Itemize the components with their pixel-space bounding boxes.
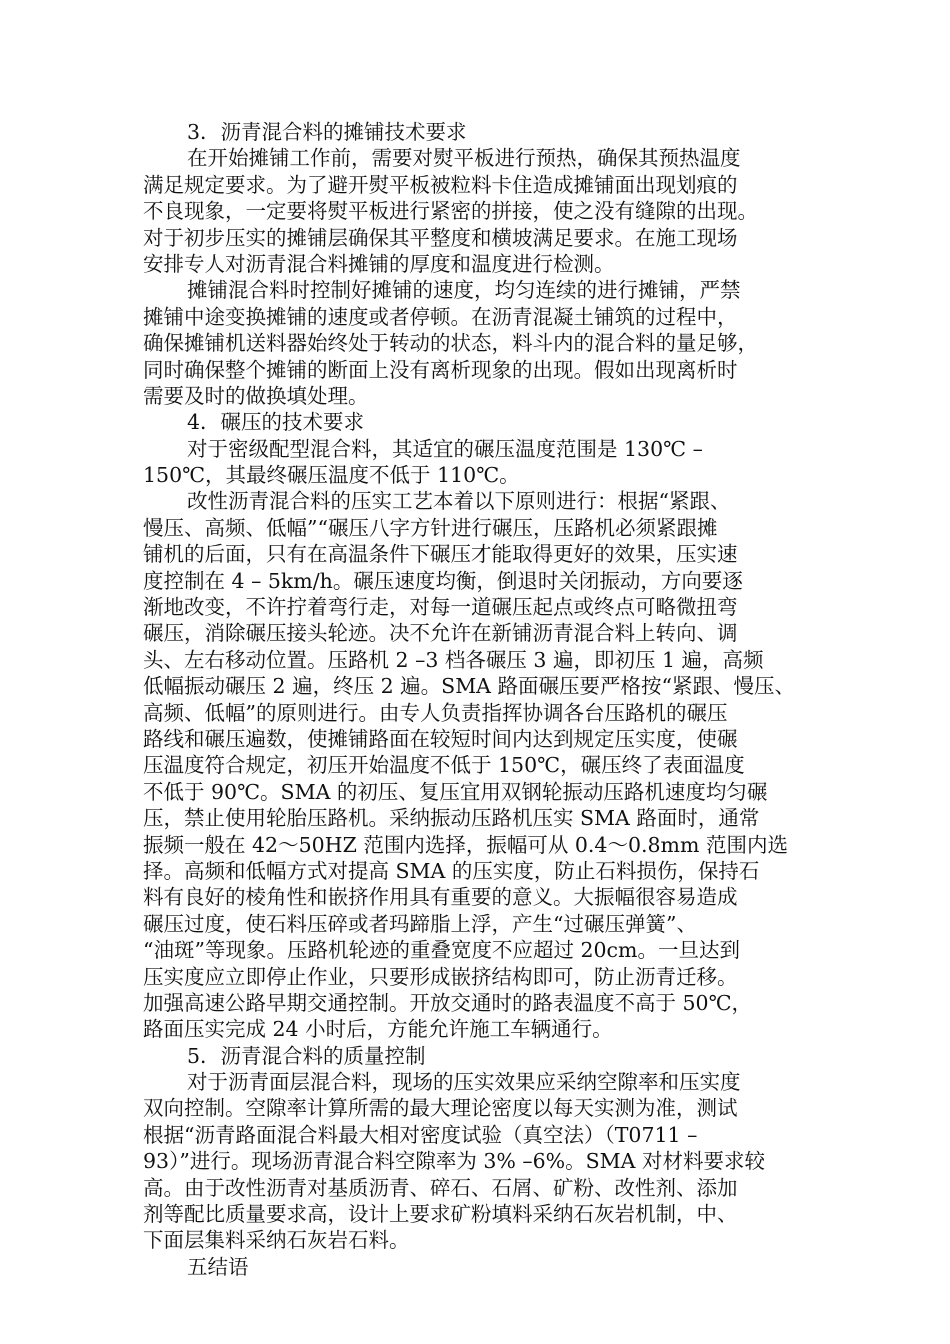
text-line: 93）”进行。现场沥青混合料空隙率为 3% –6%。SMA 对材料要求较 [143,1149,765,1174]
text-line: 确保摊铺机送料器始终处于转动的状态，料斗内的混合料的量足够， [143,331,758,356]
text-line: 对于沥青面层混合料，现场的压实效果应采纳空隙率和压实度 [187,1070,741,1095]
text-line: 路线和碾压遍数，使摊铺路面在较短时间内达到规定压实度，使碾 [143,726,738,751]
text-line: 5．沥青混合料的质量控制 [187,1043,426,1068]
text-line: 择。高频和低幅方式对提高 SMA 的压实度，防止石料损伤，保持石 [143,858,760,883]
text-line: 需要及时的做换填处理。 [143,383,369,408]
text-line: 下面层集料采纳石灰岩石料。 [143,1228,410,1253]
text-line: “油斑”等现象。压路机轮迹的重叠宽度不应超过 20cm。一旦达到 [143,938,740,963]
document-body [143,119,815,1280]
text-line: 振频一般在 42～50HZ 范围内选择，振幅可从 0.4～0.8mm 范围内选 [143,832,788,857]
text-line: 路面压实完成 24 小时后，方能允许施工车辆通行。 [143,1017,613,1042]
text-line: 料有良好的棱角性和嵌挤作用具有重要的意义。大振幅很容易造成 [143,885,738,910]
text-line: 不低于 90℃。SMA 的初压、复压宜用双钢轮振动压路机速度均匀碾 [143,779,768,804]
text-line: 慢压、高频、低幅”“碾压八字方针进行碾压，压路机必须紧跟摊 [143,515,718,540]
text-line: 剂等配比质量要求高，设计上要求矿粉填料采纳石灰岩机制，中、 [143,1202,738,1227]
text-line: 对于密级配型混合料，其适宜的碾压温度范围是 130℃ – [187,436,703,461]
text-line: 碾压，消除碾压接头轮迹。决不允许在新铺沥青混合料上转向、调 [143,621,738,646]
text-line: 改性沥青混合料的压实工艺本着以下原则进行：根据“紧跟、 [187,489,731,514]
text-line: 头、左右移动位置。压路机 2 –3 档各碾压 3 遍，即初压 1 遍，高频 [143,647,764,672]
text-line: 高频、低幅”的原则进行。由专人负责指挥协调各台压路机的碾压 [143,700,728,725]
text-line: 五结语 [187,1254,249,1279]
text-line: 满足规定要求。为了避开熨平板被粒料卡住造成摊铺面出现划痕的 [143,172,738,197]
text-line: 压实度应立即停止作业，只要形成嵌挤结构即可，防止沥青迁移。 [143,964,738,989]
text-line: 压，禁止使用轮胎压路机。采纳振动压路机压实 SMA 路面时，通常 [143,806,760,831]
text-line: 双向控制。空隙率计算所需的最大理论密度以每天实测为准，测试 [143,1096,738,1121]
text-line: 不良现象，一定要将熨平板进行紧密的拼接，使之没有缝隙的出现。 [143,199,758,224]
text-line: 碾压过度，使石料压碎或者玛蹄脂上浮，产生“过碾压弹簧”、 [143,911,697,936]
text-line: 4．碾压的技术要求 [187,410,365,435]
text-line: 安排专人对沥青混合料摊铺的厚度和温度进行检测。 [143,251,615,276]
text-line: 高。由于改性沥青对基质沥青、碎石、石屑、矿粉、改性剂、添加 [143,1175,738,1200]
text-line: 同时确保整个摊铺的断面上没有离析现象的出现。假如出现离析时 [143,357,738,382]
text-line: 加强高速公路早期交通控制。开放交通时的路表温度不高于 50℃， [143,990,753,1015]
text-line: 150℃，其最终碾压温度不低于 110℃。 [143,463,520,488]
text-line: 铺机的后面，只有在高温条件下碾压才能取得更好的效果，压实速 [143,542,738,567]
text-line: 低幅振动碾压 2 遍，终压 2 遍。SMA 路面碾压要严格按“紧跟、慢压、 [143,674,795,699]
text-line: 压温度符合规定，初压开始温度不低于 150℃，碾压终了表面温度 [143,753,745,778]
text-line: 根据“沥青路面混合料最大相对密度试验（真空法）（T0711 – [143,1122,698,1147]
text-line: 摊铺混合料时控制好摊铺的速度，均匀连续的进行摊铺，严禁 [187,278,741,303]
text-line: 渐地改变，不许拧着弯行走，对每一道碾压起点或终点可略微扭弯 [143,595,738,620]
text-line: 在开始摊铺工作前，需要对熨平板进行预热，确保其预热温度 [187,146,741,171]
text-line: 度控制在 4 – 5km/h。碾压速度均衡，倒退时关闭振动，方向要逐 [143,568,743,593]
text-line: 对于初步压实的摊铺层确保其平整度和横坡满足要求。在施工现场 [143,225,738,250]
text-line: 摊铺中途变换摊铺的速度或者停顿。在沥青混凝土铺筑的过程中， [143,304,738,329]
text-line: 3．沥青混合料的摊铺技术要求 [187,120,467,144]
